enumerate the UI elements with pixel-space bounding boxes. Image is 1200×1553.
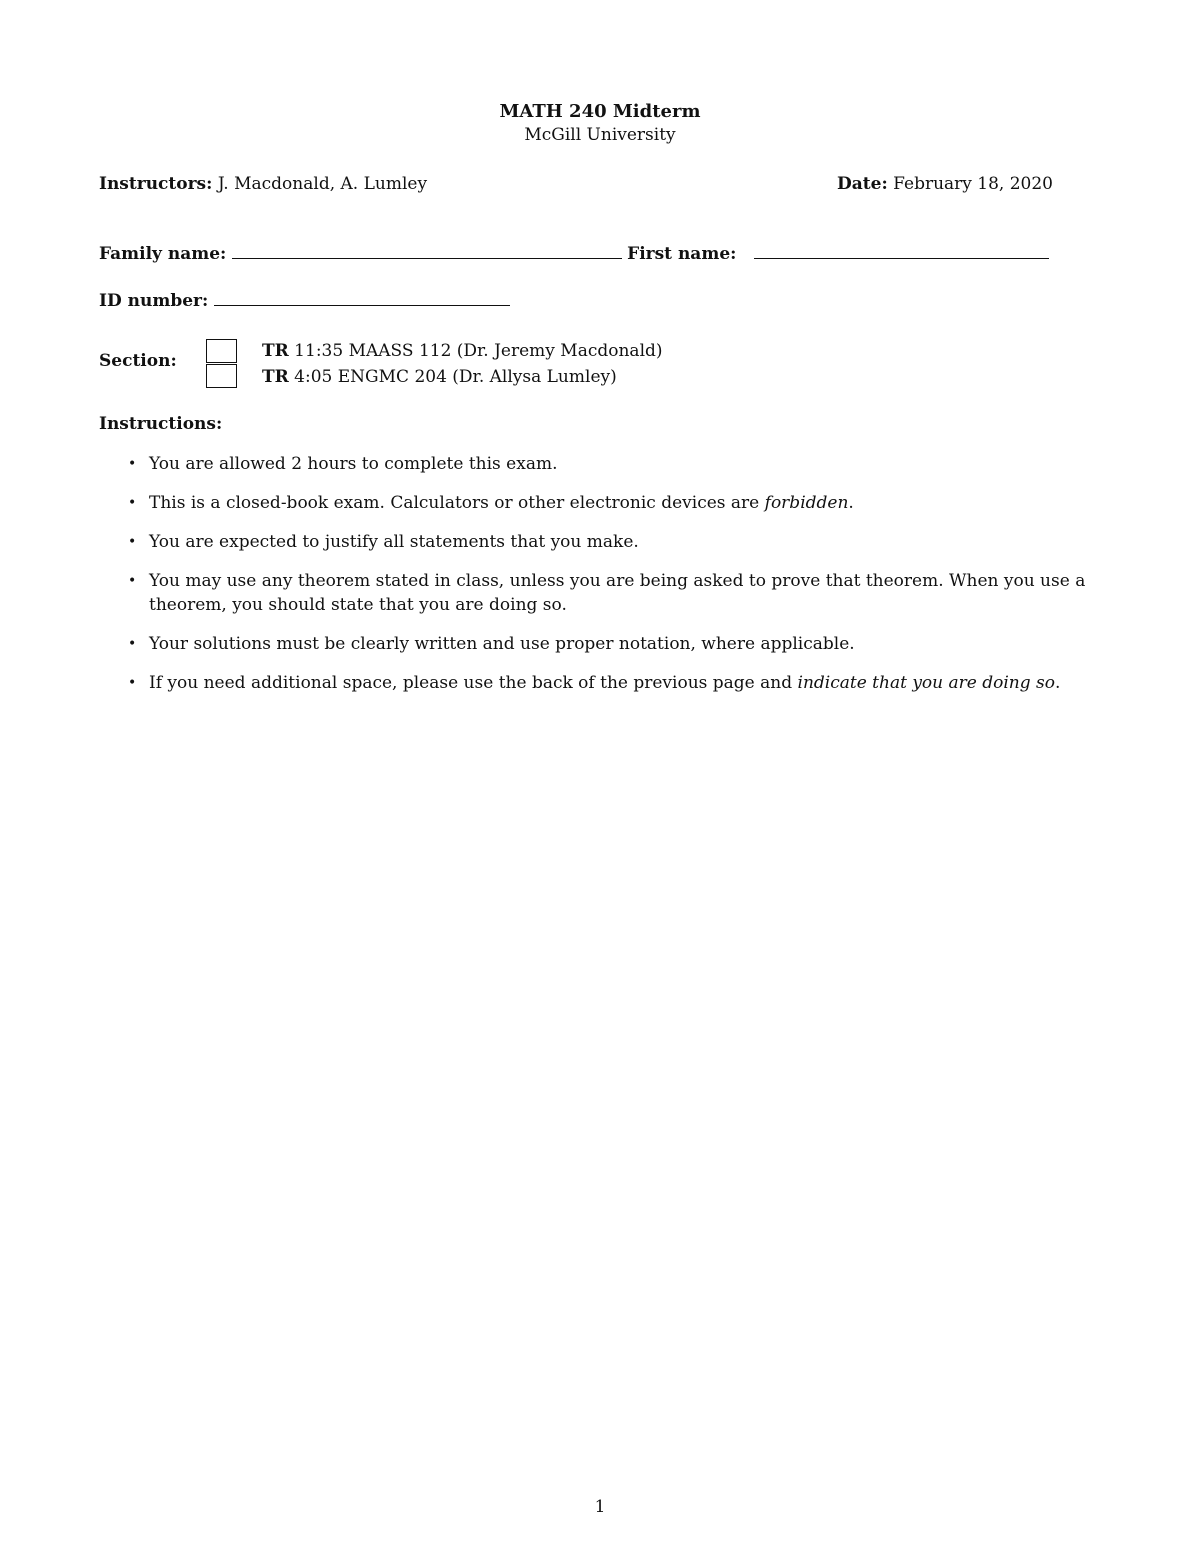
instructions-list	[128, 452, 1108, 710]
date-value: February 18, 2020	[893, 174, 1053, 194]
bullet-icon: •	[128, 675, 137, 691]
list-item	[128, 671, 1108, 695]
list-item	[128, 530, 1108, 554]
instructions-heading: Instructions:	[99, 414, 223, 434]
list-item	[128, 569, 1108, 617]
instruction-tail: .	[1055, 673, 1061, 693]
section-checkbox-2[interactable]	[206, 364, 237, 388]
section-label: Section:	[99, 351, 177, 371]
instruction-emphasis: indicate that you are doing so	[797, 673, 1055, 693]
id-number-row	[99, 291, 510, 311]
bullet-icon: •	[128, 636, 137, 652]
list-item	[128, 452, 1108, 476]
first-name-blank[interactable]	[754, 244, 1049, 259]
section-option-2-details: 4:05 ENGMC 204 (Dr. Allysa Lumley)	[288, 367, 617, 387]
page-number: 1	[594, 1497, 606, 1517]
date-label: Date:	[837, 174, 888, 194]
instruction-text: If you need additional space, please use the back of the previous page and	[149, 673, 798, 693]
family-name-label: Family name:	[99, 244, 227, 264]
section-checkbox-1[interactable]	[206, 339, 237, 363]
instructors-line	[99, 174, 427, 194]
section-option-2	[262, 367, 617, 387]
first-name-label: First name:	[627, 244, 737, 264]
id-number-label: ID number:	[99, 291, 209, 311]
family-name-blank[interactable]	[232, 244, 622, 259]
family-name-row	[99, 244, 1049, 264]
instruction-text: Your solutions must be clearly written and use proper notation, where applicable.	[149, 634, 855, 654]
instructors-value: J. Macdonald, A. Lumley	[217, 174, 428, 194]
university-name: McGill University	[524, 125, 676, 145]
section-option-1-details: 11:35 MAASS 112 (Dr. Jeremy Macdonald)	[288, 341, 663, 361]
section-option-2-days: TR	[262, 367, 289, 387]
section-option-1-days: TR	[262, 341, 289, 361]
instruction-tail: .	[848, 493, 854, 513]
instruction-text: This is a closed-book exam. Calculators or other electronic devices are	[149, 493, 765, 513]
date-line	[837, 174, 1053, 194]
bullet-icon: •	[128, 456, 137, 472]
list-item	[128, 491, 1108, 515]
instruction-text: You may use any theorem stated in class, unless you are being asked to prove that theorem. When you use a theorem, you should state that you are doing so.	[149, 571, 1086, 615]
list-item	[128, 632, 1108, 656]
exam-title: MATH 240 Midterm	[499, 101, 701, 122]
instruction-text: You are allowed 2 hours to complete this exam.	[149, 454, 558, 474]
instruction-emphasis: forbidden	[764, 493, 849, 513]
bullet-icon: •	[128, 495, 137, 511]
section-option-1	[262, 341, 663, 361]
bullet-icon: •	[128, 534, 137, 550]
instruction-text: You are expected to justify all statements that you make.	[149, 532, 639, 552]
id-number-blank[interactable]	[214, 291, 510, 306]
instructors-label: Instructors:	[99, 174, 213, 194]
bullet-icon: •	[128, 573, 137, 589]
